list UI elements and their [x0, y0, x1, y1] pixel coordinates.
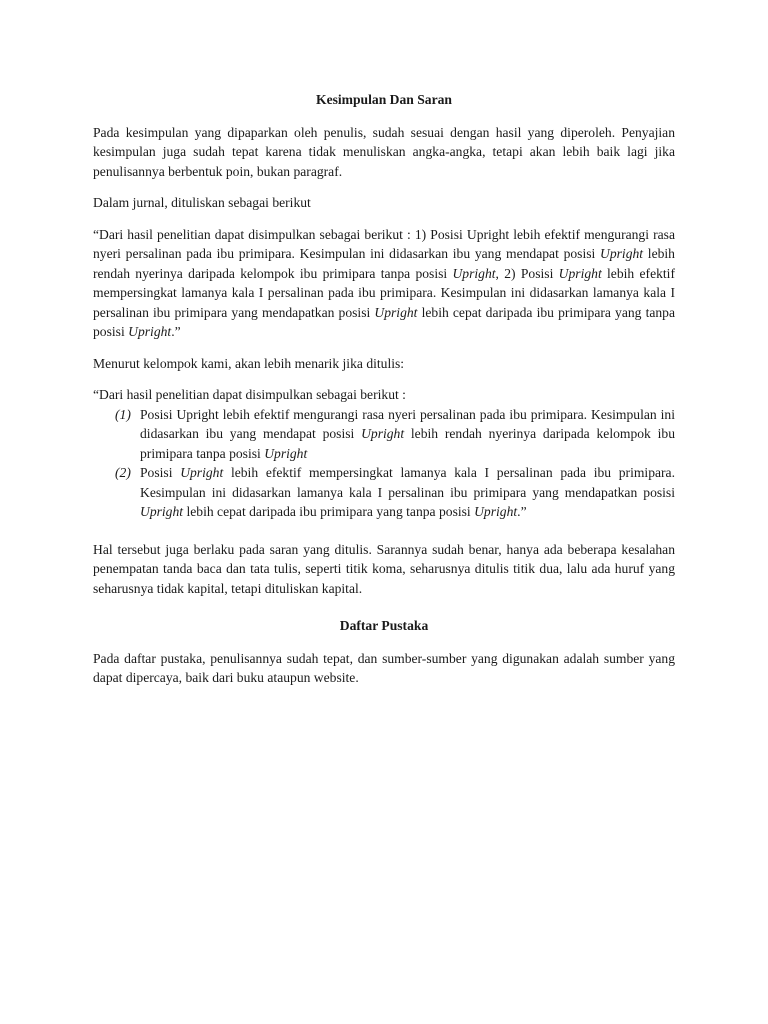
quote-text: lebih rendah nyerinya daripada kelompok ibu primipara tanpa posisi [93, 246, 675, 281]
quote-italic-term: Upright [558, 265, 602, 281]
quote-text: lebih efektif mempersingkat lamanya kala I persalinan pada ibu primipara. Kesimpulan ini didasarkan lamanya kala I persalinan ibu primipara yang mendapatkan posisi [93, 265, 675, 320]
list-item-text: Posisi [140, 465, 181, 480]
list-item-number: (2) [115, 465, 131, 480]
list-item-italic-term: Upright [140, 504, 184, 519]
journal-quote-paragraph [93, 225, 675, 342]
suggested-quote-block [93, 385, 675, 522]
quote-italic-term: Upright [128, 324, 172, 339]
section-title-daftar-pustaka: Daftar Pustaka [339, 618, 429, 633]
list-item [93, 463, 675, 522]
bibliography-paragraph: Pada daftar pustaka, penulisannya sudah tepat, dan sumber-sumber yang digunakan adalah sumber yang dapat dipercaya, baik dari buku ataupun website. [93, 650, 675, 685]
list-item-number: (1) [115, 406, 131, 422]
suggested-points-list [93, 405, 675, 522]
document-page [93, 90, 675, 700]
quote-italic-term: Upright [452, 265, 496, 281]
section-title-kesimpulan: Kesimpulan Dan Saran [316, 92, 452, 107]
list-item-text: Posisi Upright lebih efektif mengurangi rasa nyeri persalinan pada ibu primipara. Kesimpulan ini didasarkan ibu yang mendapat posisi [140, 406, 675, 441]
quote-italic-term: Upright [600, 246, 644, 261]
list-item-text: lebih efektif mempersingkat lamanya kala I persalinan pada ibu primipara. Kesimpulan ini didasarkan lamanya kala I persalinan ibu primipara yang mendapatkan posisi [140, 465, 675, 500]
list-item-text: .” [517, 504, 527, 519]
quote-text: .” [171, 324, 181, 339]
list-item-italic-term: Upright [361, 426, 405, 441]
quote-text: lebih cepat daripada ibu primipara yang tanpa posisi [93, 304, 676, 339]
list-item [93, 405, 675, 464]
quote-italic-term: Upright [374, 304, 418, 320]
journal-lead-paragraph: Dalam jurnal, dituliskan sebagai berikut [93, 195, 311, 210]
suggested-quote-intro: “Dari hasil penelitian dapat disimpulkan sebagai berikut : [93, 387, 406, 402]
list-item-text: lebih cepat daripada ibu primipara yang tanpa posisi [183, 504, 475, 519]
quote-text: , 2) Posisi [495, 265, 559, 281]
list-item-text: lebih rendah nyerinya daripada kelompok ibu primipara tanpa posisi [140, 426, 675, 461]
group-opinion-paragraph: Menurut kelompok kami, akan lebih menarik jika ditulis: [93, 355, 405, 371]
suggestion-paragraph: Hal tersebut juga berlaku pada saran yang ditulis. Sarannya sudah benar, hanya ada beberapa kesalahan penempatan tanda baca dan tata tulis, seperti titik koma, seharusnya ditulis titik dua, lalu ada huruf yang seharusnya tidak kapital, tetapi dituliskan kapital. [93, 541, 675, 596]
intro-paragraph: Pada kesimpulan yang dipaparkan oleh penulis, sudah sesuai dengan hasil yang diperoleh. Penyajian kesimpulan juga sudah tepat karena tidak menuliskan angka-angka, tetapi akan lebih baik lagi jika penulisannya berbentuk poin, bukan paragraf. [93, 124, 675, 179]
quote-text: “Dari hasil penelitian dapat disimpulkan sebagai berikut : 1) Posisi Upright lebih efektif mengurangi rasa nyeri persalinan pada ibu primipara. Kesimpulan ini didasarkan ibu yang mendapat posisi [93, 226, 675, 261]
list-item-italic-term: Upright [474, 504, 518, 519]
list-item-italic-term: Upright [180, 465, 224, 480]
list-item-italic-term: Upright [264, 445, 308, 461]
